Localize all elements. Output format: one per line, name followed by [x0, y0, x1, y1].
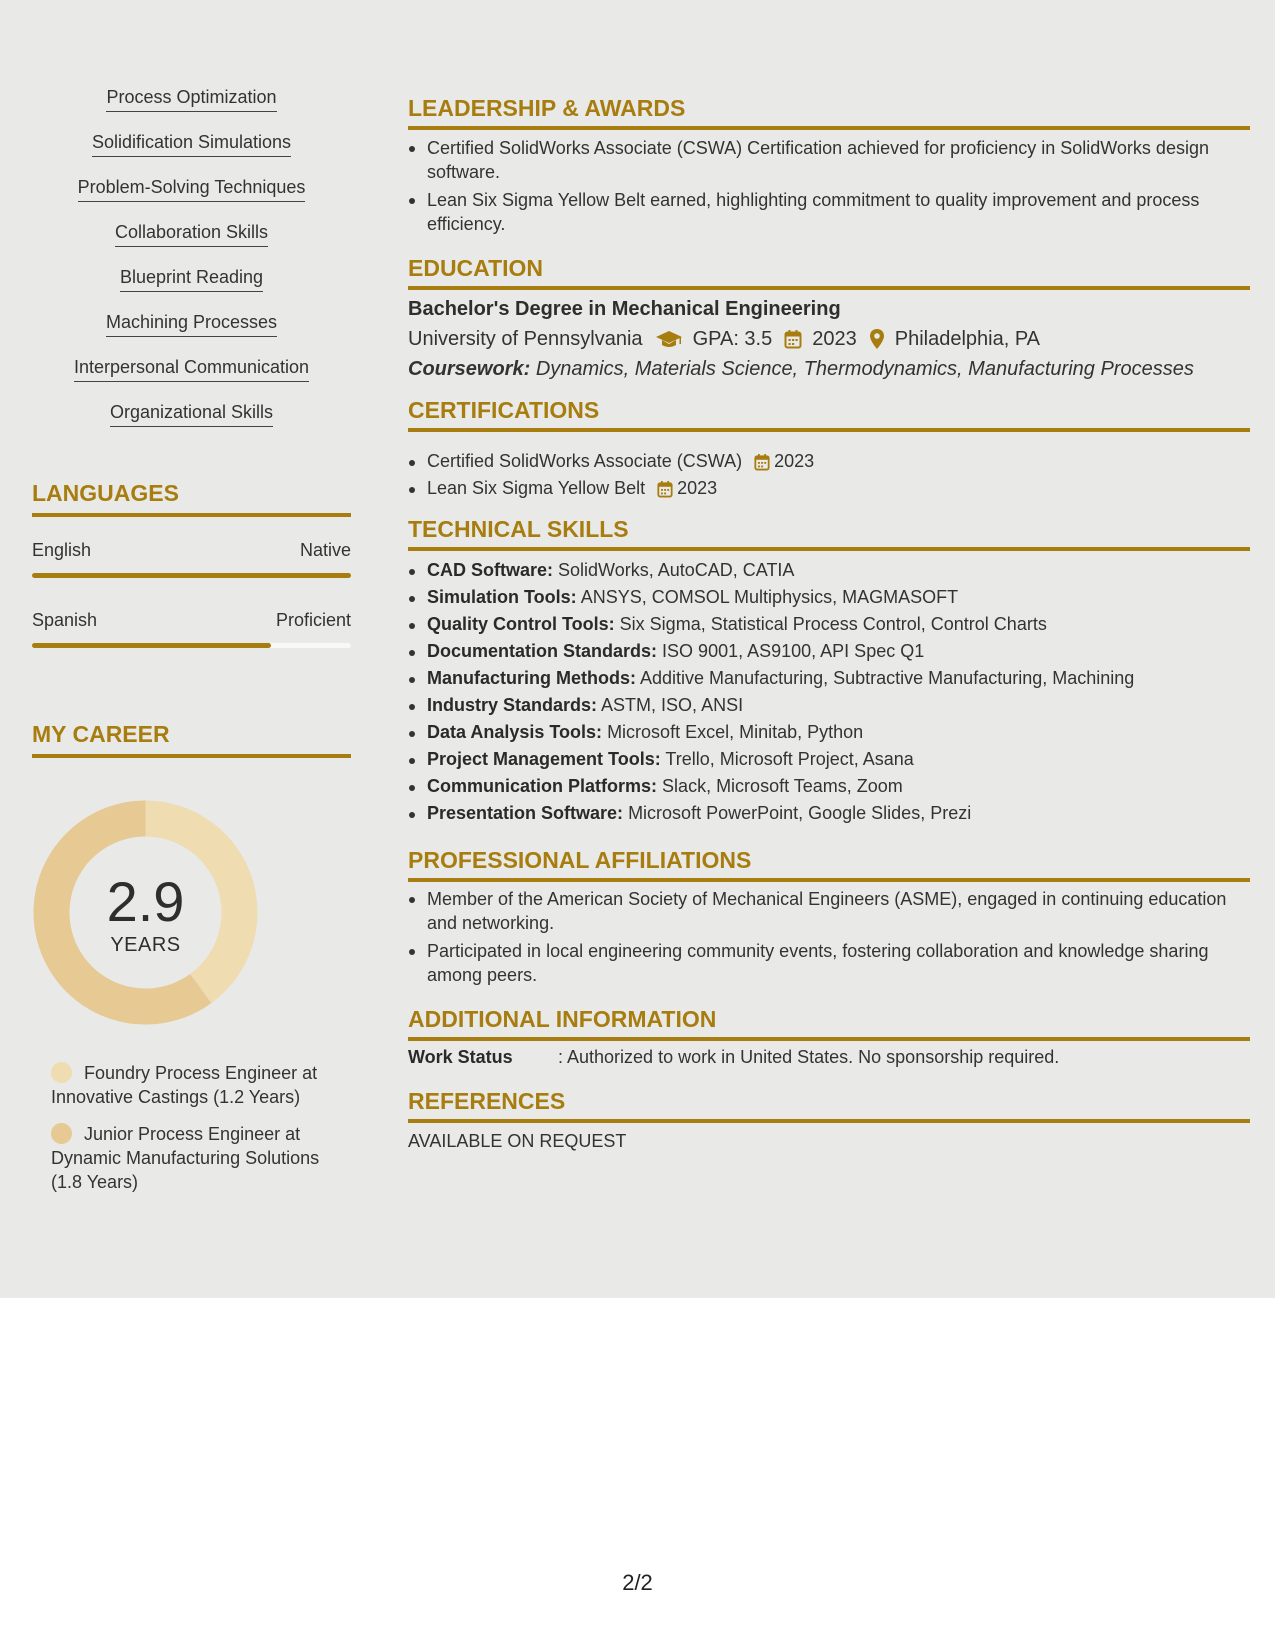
- skill-item: [32, 311, 351, 356]
- language-name: English: [32, 540, 92, 560]
- skill-values: Trello, Microsoft Project, Asana: [665, 749, 914, 769]
- language-level: Native: [299, 540, 351, 560]
- calendar-icon: [657, 480, 673, 498]
- list-item: [408, 800, 1250, 827]
- calendar-icon: [754, 453, 770, 471]
- career-item: [51, 1061, 341, 1109]
- language-bar: [32, 573, 351, 578]
- school-name: University of Pennsylvania: [408, 328, 643, 350]
- list-item: Participated in local engineering community events, fostering collaboration and knowledge sharing among peers.: [408, 939, 1250, 987]
- certification-name: Lean Six Sigma Yellow Belt: [427, 478, 646, 498]
- references-heading: REFERENCES: [408, 1087, 1250, 1123]
- education-heading: EDUCATION: [408, 254, 1250, 290]
- references-text: AVAILABLE ON REQUEST: [408, 1131, 627, 1151]
- skill-item: [32, 221, 351, 266]
- list-item: [408, 746, 1250, 773]
- location-pin-icon: [869, 328, 885, 350]
- skill-label: Blueprint Reading: [120, 266, 263, 292]
- education-details: [408, 324, 1250, 354]
- legend-dot: [51, 1123, 72, 1144]
- certifications-list: [408, 448, 1250, 502]
- skill-item: [32, 176, 351, 221]
- language-level: Proficient: [275, 610, 351, 630]
- skill-label: Collaboration Skills: [115, 221, 268, 247]
- calendar-icon: [784, 329, 802, 349]
- career-donut-chart: [33, 800, 258, 1025]
- skill-item: [32, 131, 351, 176]
- skill-label: Problem-Solving Techniques: [78, 176, 306, 202]
- legend-dot: [51, 1062, 72, 1083]
- work-status-label: Work Status: [408, 1047, 513, 1067]
- leadership-heading: LEADERSHIP & AWARDS: [408, 94, 1250, 130]
- skill-category: Simulation Tools:: [427, 587, 577, 607]
- skill-label: Interpersonal Communication: [74, 356, 309, 382]
- skill-label: Organizational Skills: [110, 401, 273, 427]
- skill-item: [32, 401, 351, 446]
- career-item-text: Junior Process Engineer at Dynamic Manufacturing Solutions (1.8 Years): [51, 1124, 320, 1192]
- certification-year: 2023: [677, 478, 718, 498]
- list-item: Member of the American Society of Mechanical Engineers (ASME), engaged in continuing education and networking.: [408, 887, 1250, 935]
- list-item: Lean Six Sigma Yellow Belt earned, highlighting commitment to quality improvement and process efficiency.: [408, 188, 1250, 236]
- list-item: [408, 557, 1250, 584]
- skill-category: Project Management Tools:: [427, 749, 661, 769]
- language-bar: [32, 643, 351, 648]
- skill-category: Presentation Software:: [427, 803, 624, 823]
- list-item: Certified SolidWorks Associate (CSWA) Certification achieved for proficiency in SolidWorks design software.: [408, 136, 1250, 184]
- skill-item: [32, 86, 351, 131]
- page-number: 2/2: [622, 1570, 653, 1595]
- education-entry: [408, 296, 1250, 384]
- skill-category: Quality Control Tools:: [427, 614, 615, 634]
- work-status: [408, 1045, 1250, 1069]
- career-item: [51, 1122, 341, 1194]
- school-location: Philadelphia, PA: [894, 328, 1041, 350]
- skill-values: Microsoft PowerPoint, Google Slides, Prezi: [628, 803, 972, 823]
- list-item: [408, 773, 1250, 800]
- language-spanish: [32, 609, 351, 648]
- language-bar-fill: [32, 573, 351, 578]
- skill-values: ANSYS, COMSOL Multiphysics, MAGMASOFT: [580, 587, 959, 607]
- coursework: [408, 354, 1250, 384]
- skill-category: Industry Standards:: [427, 695, 598, 715]
- certification-item: [408, 475, 1250, 502]
- affiliations-list: [408, 887, 1250, 987]
- languages-heading: LANGUAGES: [32, 479, 351, 517]
- graduation-year: 2023: [812, 328, 857, 350]
- skill-item: [32, 356, 351, 401]
- leadership-list: [408, 136, 1250, 236]
- gpa: GPA: 3.5: [692, 328, 773, 350]
- skill-values: Slack, Microsoft Teams, Zoom: [662, 776, 903, 796]
- list-item: [408, 692, 1250, 719]
- skill-values: ISO 9001, AS9100, API Spec Q1: [662, 641, 925, 661]
- affiliations-heading: PROFESSIONAL AFFILIATIONS: [408, 846, 1250, 882]
- graduation-cap-icon: [655, 329, 683, 349]
- skill-values: Additive Manufacturing, Subtractive Manufacturing, Machining: [640, 668, 1135, 688]
- skill-category: Data Analysis Tools:: [427, 722, 603, 742]
- technical-skills-list: [408, 557, 1250, 827]
- certifications-heading: CERTIFICATIONS: [408, 396, 1250, 432]
- skill-label: Solidification Simulations: [92, 131, 291, 157]
- list-item: [408, 665, 1250, 692]
- skill-label: Process Optimization: [106, 86, 276, 112]
- coursework-label: Coursework:: [408, 358, 531, 380]
- additional-info-heading: ADDITIONAL INFORMATION: [408, 1005, 1250, 1041]
- skill-values: Microsoft Excel, Minitab, Python: [607, 722, 864, 742]
- work-status-value: : Authorized to work in United States. No sponsorship required.: [558, 1047, 1060, 1067]
- career-heading: MY CAREER: [32, 720, 351, 758]
- certification-item: [408, 448, 1250, 475]
- list-item: [408, 584, 1250, 611]
- skill-category: CAD Software:: [427, 560, 554, 580]
- skill-values: SolidWorks, AutoCAD, CATIA: [558, 560, 795, 580]
- career-total: 2.9: [106, 870, 185, 933]
- language-english: [32, 539, 351, 578]
- degree-title: Bachelor's Degree in Mechanical Engineering: [408, 298, 841, 320]
- skill-category: Manufacturing Methods:: [427, 668, 636, 688]
- list-item: [408, 611, 1250, 638]
- skill-category: Documentation Standards:: [427, 641, 658, 661]
- list-item: [408, 719, 1250, 746]
- certification-year: 2023: [774, 451, 815, 471]
- certification-name: Certified SolidWorks Associate (CSWA): [427, 451, 743, 471]
- career-unit: YEARS: [110, 934, 181, 956]
- list-item: [408, 638, 1250, 665]
- skill-label: Machining Processes: [106, 311, 277, 337]
- career-item-text: Foundry Process Engineer at Innovative Castings (1.2 Years): [51, 1063, 318, 1107]
- skill-values: Six Sigma, Statistical Process Control, Control Charts: [619, 614, 1047, 634]
- skills-list: [32, 86, 351, 446]
- language-bar-fill: [32, 643, 271, 648]
- skill-values: ASTM, ISO, ANSI: [601, 695, 744, 715]
- skill-item: [32, 266, 351, 311]
- coursework-value: Dynamics, Materials Science, Thermodynamics, Manufacturing Processes: [535, 358, 1194, 380]
- skill-category: Communication Platforms:: [427, 776, 658, 796]
- technical-skills-heading: TECHNICAL SKILLS: [408, 515, 1250, 551]
- language-name: Spanish: [32, 610, 98, 630]
